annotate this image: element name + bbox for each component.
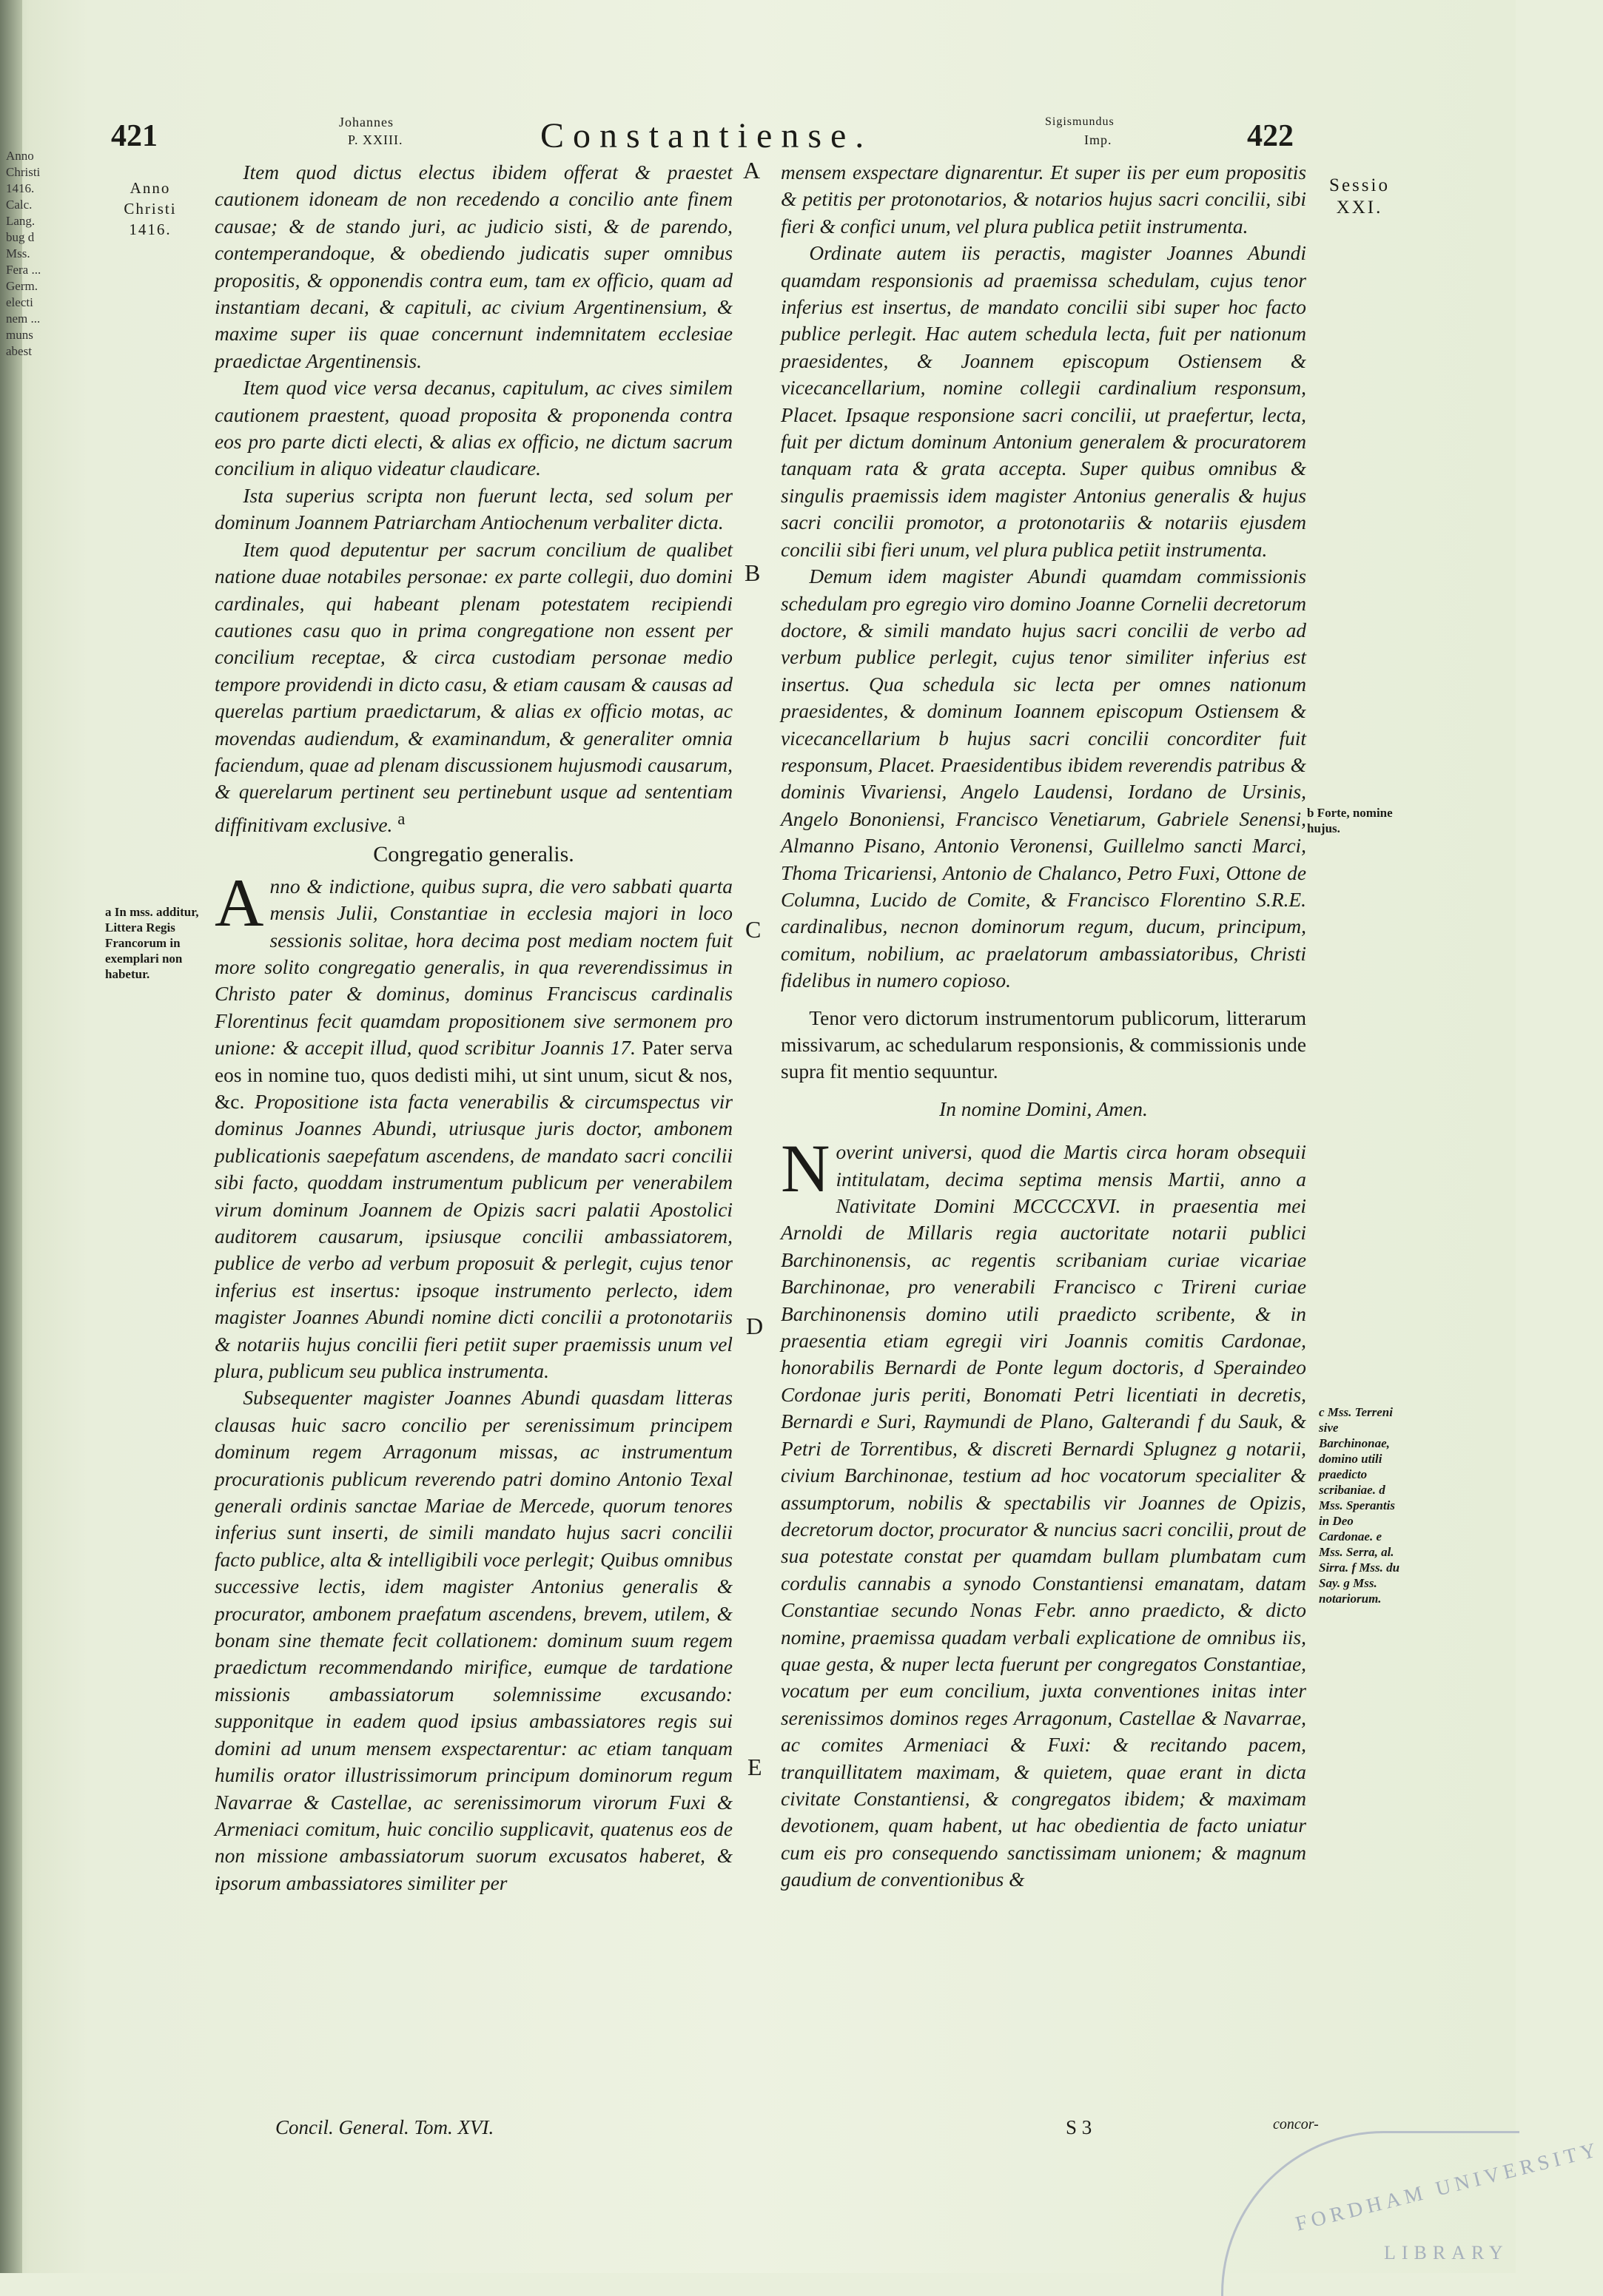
header-left-label-2: P. XXIII. [348, 132, 403, 147]
right-paragraph-3: Demum idem magister Abundi quamdam commissionis schedulam pro egregio viro domino Joanne Cornelii decretorum doctore, & simili mandato hujus sacri concilii de verbo ad verbum publice perlegit, cujus tenor similiter inferius est insertus. Qua schedula sic lecta per omnes nationum praesidentes, & dominum Ioannem episcopum Ostiensem & vicecancellarium b hujus sacri concilii concorditer fuit responsum, Placet. Praesidentibus ibidem reverendis patribus & dominis Vivariensi, Angelo Laudensi, Iordano de Ursinis, Angelo Bononiensi, Francisco Venetiarum, Gabriele Senensi, Almanno Pisano, Antonio Veronensi, Guillelmo sancti Marci, Thoma Tricariensi, Antonio de Chalanco, Petro Fuxi, Ottone de Columna, Lucido de Comite, & Francisco Florentino S.R.E. cardinalibus, necnon dominorum regum, ducum, principum, comitum, nobilium, ac praelatorum ambassiatoribus, Christi fidelibus in numero copioso. [781, 565, 1306, 992]
library-stamp-line-1: FORDHAM UNIVERSITY [1293, 2138, 1603, 2236]
left-paragraph-1: Item quod dictus electus ibidem offerat & praestet cautionem idoneam de non recedendo a concilio ante finem causae; & de stando juri, ac judicio sisti, & de parendo, contemperandoque, & obediendo judicatis super omnibus propositis, & opponendis contra eum, tam ex officio, quam ad instantiam decani, & capituli, ac civium Argentinensium, & maxime super iis quae concernunt indemnitatem ecclesiae praedictae Argentinensis. [215, 161, 733, 372]
section-heading-in-nomine: In nomine Domini, Amen. [939, 1097, 1148, 1120]
footer-signature: S 3 [1066, 2116, 1092, 2138]
section-heading-congregatio: Congregatio generalis. [373, 842, 574, 867]
left-paragraph-4 [215, 536, 733, 839]
left-paragraph-5 [215, 864, 733, 1385]
section-marker-b: B [745, 559, 761, 586]
section-marker-c: C [745, 916, 762, 943]
left-paragraph-4-text: Item quod deputentur per sacrum concilium de qualibet natione duae notabiles personae: ex parte collegii, duo domini cardinales, qui habeant plenam potestatem recipiendi cautiones casu quo in prima congregatione non essent per concilium receptae, & circa custodiam personae medio tempore providendi in dicto casu, & etiam causam & causas ad querelas partium praedictarum, & alias ex officio motas, ac movendas audiendum, & examinandum, & generaliter omnia faciendum, quae ad plenam discussionem hujusmodi causarum, & querelarum pertinent seu pertinebunt usque ad sententiam diffinitivam exclusive. [215, 538, 733, 836]
right-paragraph-4: Tenor vero dictorum instrumentorum publicorum, litterarum missivarum, ac schedularum responsionis, & commissionis unde supra fit mentio sequuntur. [781, 1006, 1306, 1083]
left-paragraph-2: Item quod vice versa decanus, capitulum, ac cives similem cautionem praestent, quoad proposita & proponenda contra eos pro parte dicti electi, & alias ex officio, ne dictum sacrum concilium in aliquo videatur claudicare. [215, 377, 733, 480]
running-header [104, 111, 1317, 163]
section-marker-e: E [747, 1754, 762, 1780]
page-number-left: 421 [111, 119, 158, 153]
section-marker-a: A [743, 157, 761, 184]
section-marker-d: D [746, 1313, 764, 1339]
margin-sessio: Sessio XXI. [1329, 175, 1390, 218]
header-right-label-1: Sigismundus [1045, 115, 1115, 128]
left-paragraph-5-quote: Pater serva eos in nomine tuo, quos dedisti mihi, ut sint unum, sicut & nos, &c. [215, 1037, 733, 1113]
header-left-label-1: Johannes [339, 115, 394, 129]
footnote-ref-a: a [397, 809, 406, 828]
left-paragraph-3: Ista superius scripta non fuerunt lecta, sed solum per dominum Joannem Patriarcham Antiochenum verbaliter dicta. [215, 484, 733, 534]
left-paragraph-5-part-c: Propositione ista facta venerabilis & circumspectus vir dominus Joannes Abundi, utriusque juris doctor, ambonem publicationis saepefatum ascendens, de mandato sacri concilii sibi facto, quoddam instrumentum publicum per venerabilem virum dominum Joannem de Opizis sacri palatii Apostolici auditorem causarum, ipsiusque concilii ambassiatorem, publice de verbo ad verbum proposuit & perlegit, cujus tenor inferius est insertus: ipsoque instrumento perlecto, idem magister Joannes Abundi nomine dicti concilii a protonotariis & notariis hujus concilii fieri petiit super praemissis unum vel plura, publicum seu publica instrumenta. [215, 1090, 733, 1382]
page-number-right: 422 [1247, 119, 1294, 153]
margin-note-c-to-g: c Mss. Terreni sive Barchinonae, domino utili praedicto scribaniae. d Mss. Sperantis in Deo Cardonae. e Mss. Serra, al. Sirra. f Mss. du Say. g Mss. notariorum. [1319, 1405, 1400, 1606]
running-title: Constantiense. [540, 116, 873, 155]
margin-anno-christi: Anno Christi 1416. [124, 179, 177, 238]
footer-catchword: concor- [1273, 2116, 1319, 2132]
margin-note-b: b Forte, nomine hujus. [1307, 806, 1393, 835]
left-paragraph-6: Subsequenter magister Joannes Abundi quasdam litteras clausas huic sacro concilio per serenissimum principem dominum regem Arragonum missas, ac instrumentum procurationis publicum reverendo patri domino Antonio Texal generali ordinis sanctae Mariae de Mercede, quorum tenores inferius sunt inserti, de simili mandato hujus sacri concilii facto publice, alta & intelligibili voce perlegit; Quibus omnibus successive lectis, idem magister Antonius generalis & procurator, ambonem praefatum ascendens, brevem, utilem, & bonam sine themate fecit collationem: dominum suum regem praedictum recommendando mirifice, eumque de tardatione missionis ambassiatorum solemnissime excusando: supponitque in eadem quod ipsius ambassiatores regis sui domini ad unum mensem exspectarentur: ac etiam tanquam humilis orator illustrissimorum principum dominorum regum Navarrae & Castellae, ac serenissimorum virorum Fuxi & Armeniaci comitum, huic concilio supplicavit, quatenus eos de non missione ambassiatorum suorum excusatos haberet, & ipsorum ambassiatores similiter per [215, 1387, 733, 1894]
drop-cap-n: N [781, 1131, 830, 1207]
right-column [781, 159, 1306, 1893]
footer-volume: Concil. General. Tom. XVI. [275, 2116, 494, 2138]
right-paragraph-5 [781, 1131, 1306, 1893]
header-right-label-2: Imp. [1084, 132, 1112, 147]
left-paragraph-5-part-a: nno & indictione, quibus supra, die vero sabbati quarta mensis Julii, Constantiae in ecclesia majori in loco sessionis solitae, hora decima post mediam noctem fuit more solito congregatio generalis, in qua reverendissimus in Christo pater & dominus, dominus Franciscus cardinalis Florentinus fecit quamdam propositionem sive sermonem pro unione: & accepit illud, quod scribitur Joannis 17. [215, 875, 733, 1060]
margin-note-a: a In mss. additur, Littera Regis Francorum in exemplari non habetur. [105, 905, 199, 981]
library-stamp-line-2: LIBRARY [1384, 2242, 1509, 2263]
left-column [215, 159, 733, 1896]
previous-page-margin-fragment: Anno Christi 1416. Calc. Lang. bug d Mss. Fera ... Germ. electi nem ... muns abest [6, 149, 41, 358]
right-paragraph-5-text: overint universi, quod die Martis circa horam obsequii intitulatam, decima septima mensis Martii, anno a Nativitate Domini MCCCCXVI. in praesentia mei Arnoldi de Millaris regia auctoritate notarii publici Barchinonensis, ac regentis scribaniam curiae vicariae Barchinonae, pro venerabili Francisco c Trireni curiae Barchinonensis domino utili praedicto scribente, & in praesentia etiam egregii viri Joannis comitis Cardonae, honorabilis Bernardi de Ponte legum doctoris, d Speraindeo Cordonae juris periti, Bonomati Petri licentiati in decretis, Bernardi e Suri, Raymundi de Plano, Galterandi f du Sauk, & Petri de Torrentibus, & discreti Bernardi Splugnez g notarii, civium Barchinonae, testium ad hoc vocatorum specialiter & assumptorum, nobilis & spectabilis vir Joannes de Opizis, decretorum doctor, procurator & nuncius sacri concilii, prout de sua potestate constat per quamdam bullam plumbatam cum cordulis cannabis a synodo Constantiensi emanatam, datam Constantiae secundo Nonas Febr. anno praedicto, & dicto nomine, praemissa quadam verbali explicatione de omnibus iis, quae gesta, & nuper lecta fuerunt per congregatos Constantiae, vocatum per eum concilium, juxta conventiones initas inter serenissimos dominos reges Arragonum, Castellae & Navarrae, ac comites Armeniaci & Fuxi: & recitando pacem, tranquillitatem maximam, & quietem, quae erant in dicta civitate Constantiensi, & congregatos ibidem; & maximam devotionem, quam habent, ut hac obedientia de facto uniatur cum eis pro consequendo sanctissimam unionem; & magnum gaudium de conventionibus & [781, 1141, 1306, 1891]
drop-cap-a: A [215, 864, 264, 940]
right-paragraph-1: mensem exspectare dignarentur. Et super iis per eum propositis & petitis per protonotarios, & notarios hujus sacri concilii, sibi fieri & confici unum, vel plura publica petiit instrumenta. [781, 161, 1306, 238]
right-paragraph-2: Ordinate autem iis peractis, magister Joannes Abundi quamdam responsionis ad praemissa schedulam, cujus tenor inferius est insertus, de mandato concilii sibi super hoc facto publice perlegit. Hac autem schedula lecta, fuit per nationum praesidentes, & Joannem episcopum Ostiensem & vicecancellarium, nomine collegii cardinalium responsum, Placet. Ipsaque responsione sacri concilii, ut praefertur, lecta, fuit per dictum dominum Antonium generalem & procuratorem tanquam rata & grata accepta. Super quibus omnibus & singulis praemissis idem magister Antonius generalis & hujus sacri concilii promotor, a protonotariis & notariis ejusdem concilii sibi fieri unum, vel plura publica petiit instrumenta. [781, 242, 1306, 561]
